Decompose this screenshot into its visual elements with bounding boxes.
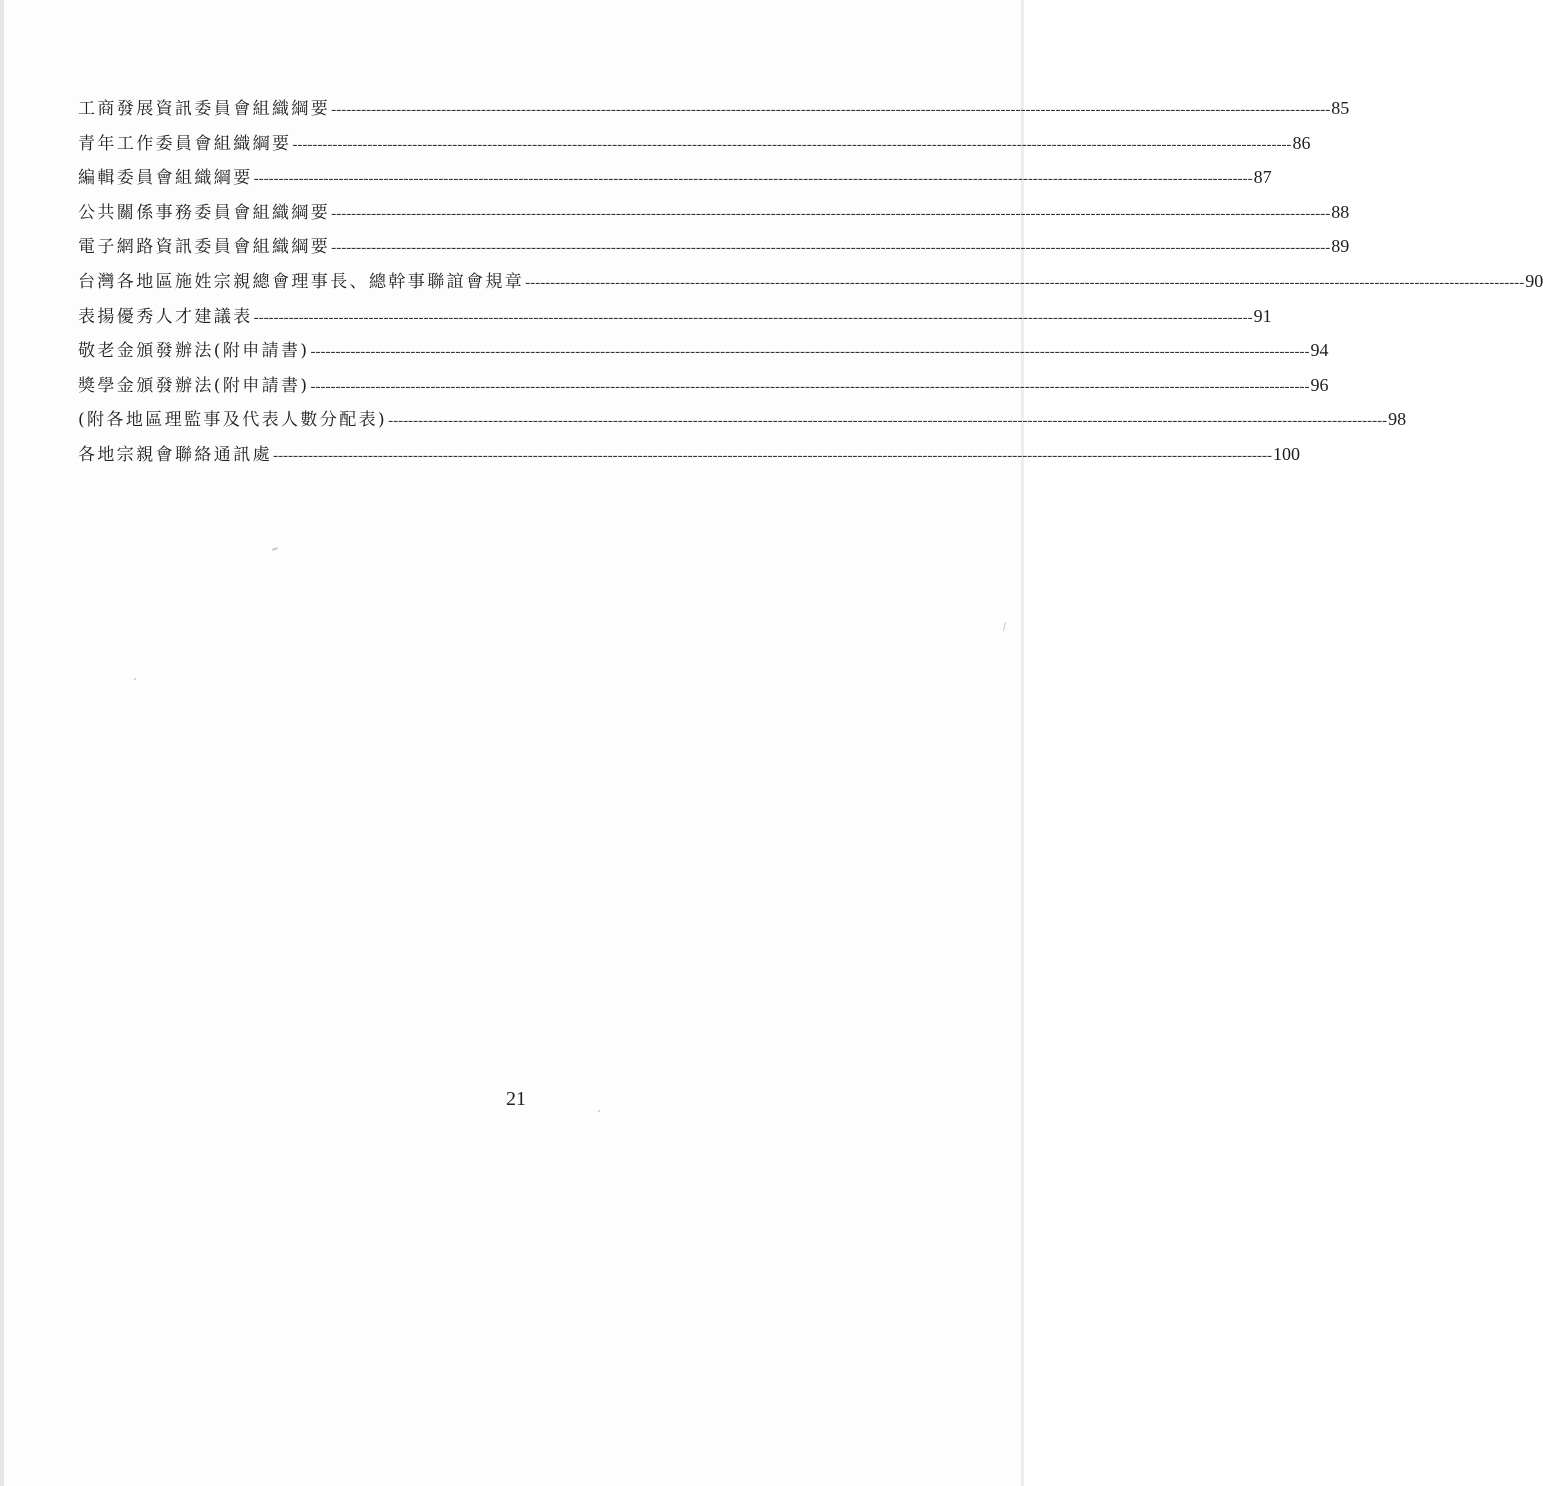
toc-dot-leader: --------------------------------------------------------------------------------------------------------------------------------------------------------------------------------------------------------	[292, 136, 1292, 153]
scan-speck	[1003, 622, 1006, 631]
toc-entry	[78, 160, 1272, 195]
toc-entry-title: 表揚優秀人才建議表	[78, 306, 253, 327]
toc-dot-leader: --------------------------------------------------------------------------------------------------------------------------------------------------------------------------------------------------------	[331, 205, 1331, 222]
toc-dot-leader: --------------------------------------------------------------------------------------------------------------------------------------------------------------------------------------------------------	[253, 171, 1253, 188]
toc-entry-title: 台灣各地區施姓宗親總會理事長、總幹事聯誼會規章	[78, 271, 525, 292]
toc-entry	[78, 299, 1272, 334]
toc-dot-leader: --------------------------------------------------------------------------------------------------------------------------------------------------------------------------------------------------------	[331, 102, 1331, 118]
toc-entry	[78, 333, 1329, 368]
toc-dot-leader: --------------------------------------------------------------------------------------------------------------------------------------------------------------------------------------------------------	[310, 378, 1310, 395]
page-number: 21	[506, 1088, 526, 1110]
toc-entry-title: 敬老金頒發辦法(附申請書)	[78, 341, 310, 362]
toc-entry-page: 88	[1331, 201, 1350, 222]
toc-entry-title: 青年工作委員會組織綱要	[78, 133, 292, 154]
toc-dot-leader: --------------------------------------------------------------------------------------------------------------------------------------------------------------------------------------------------------	[273, 447, 1273, 464]
toc-entry-title: 編輯委員會組織綱要	[78, 168, 253, 189]
toc-entry-page: 98	[1388, 409, 1407, 430]
toc-entry	[78, 126, 1311, 161]
toc-entry-page: 86	[1292, 132, 1311, 153]
toc-entry-title: 電子網路資訊委員會組織綱要	[78, 237, 331, 258]
toc-dot-leader: --------------------------------------------------------------------------------------------------------------------------------------------------------------------------------------------------------	[253, 309, 1253, 326]
toc-entry-page: 100	[1273, 443, 1301, 464]
toc-entry	[78, 264, 1543, 299]
toc-entry-page: 94	[1310, 340, 1329, 361]
toc-entry	[78, 91, 1350, 126]
toc-entry-page: 85	[1331, 98, 1350, 118]
toc-entry	[78, 437, 1301, 472]
toc-entry-page: 87	[1253, 167, 1272, 188]
toc-entry	[78, 195, 1350, 230]
toc-entry-title: 各地宗親會聯絡通訊處	[78, 444, 272, 465]
toc-dot-leader: --------------------------------------------------------------------------------------------------------------------------------------------------------------------------------------------------------	[331, 240, 1331, 257]
toc-entry-page: 91	[1253, 305, 1272, 326]
toc-entry	[78, 229, 1350, 264]
toc-entry-title: (附各地區理監事及代表人數分配表)	[78, 410, 388, 431]
toc-dot-leader: --------------------------------------------------------------------------------------------------------------------------------------------------------------------------------------------------------	[310, 344, 1310, 361]
toc-entry-page: 89	[1331, 236, 1350, 257]
scan-speck	[134, 678, 136, 680]
toc-entry-page: 96	[1310, 374, 1329, 395]
toc-entry-page: 90	[1525, 270, 1543, 291]
toc-dot-leader: --------------------------------------------------------------------------------------------------------------------------------------------------------------------------------------------------------	[388, 413, 1388, 430]
toc-entry-title: 公共關係事務委員會組織綱要	[78, 202, 331, 223]
table-of-contents	[78, 91, 1543, 472]
toc-entry-title: 工商發展資訊委員會組織綱要	[78, 99, 331, 119]
toc-dot-leader: --------------------------------------------------------------------------------------------------------------------------------------------------------------------------------------------------------	[525, 274, 1525, 291]
toc-entry	[78, 402, 1407, 437]
toc-entry-title: 獎學金頒發辦法(附申請書)	[78, 375, 310, 396]
toc-entry	[78, 368, 1329, 403]
scan-speck	[272, 547, 278, 551]
